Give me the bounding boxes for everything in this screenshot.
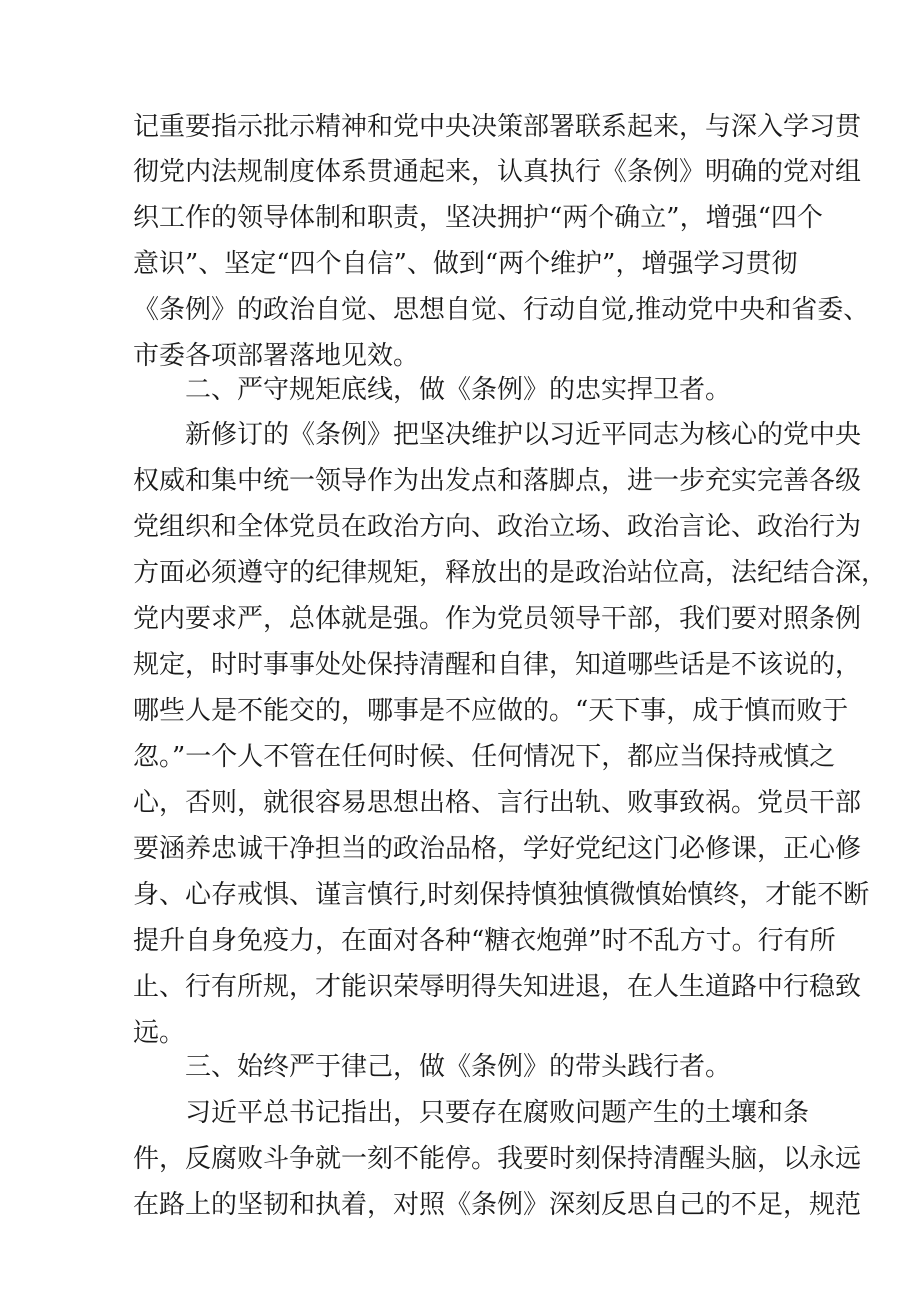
paragraph-line: 权威和集中统一领导作为出发点和落脚点，进一步充实完善各级	[133, 466, 862, 496]
paragraph-line: 远。	[133, 1018, 186, 1048]
paragraph-line: 要涵养忠诚干净担当的政治品格，学好党纪这门必修课，正心修	[133, 834, 862, 864]
paragraph-line: 织工作的领导体制和职责，坚决拥护“两个确立”，增强“四个	[133, 203, 823, 233]
paragraph-line: 件，反腐败斗争就一刻不能停。我要时刻保持清醒头脑，以永远	[133, 1144, 862, 1174]
paragraph-line: 《条例》的政治自觉、思想自觉、行动自觉,推动党中央和省委、	[133, 295, 870, 325]
paragraph-line: 新修订的《条例》把坚决维护以习近平同志为核心的党中央	[185, 420, 862, 450]
paragraph-line: 提升自身免疫力，在面对各种“糖衣炮弹”时不乱方寸。行有所	[133, 926, 836, 956]
section-heading: 三、始终严于律己，做《条例》的带头践行者。	[185, 1052, 732, 1082]
paragraph-line: 在路上的坚韧和执着，对照《条例》深刻反思自己的不足，规范	[133, 1190, 862, 1220]
paragraph-line: 党组织和全体党员在政治方向、政治立场、政治言论、政治行为	[133, 512, 862, 542]
paragraph-line: 忽。”一个人不管在任何时候、任何情况下，都应当保持戒慎之	[133, 742, 836, 772]
paragraph-line: 市委各项部署落地见效。	[133, 341, 420, 371]
paragraph-line: 彻党内法规制度体系贯通起来，认真执行《条例》明确的党对组	[133, 157, 862, 187]
paragraph-line: 规定，时时事事处处保持清醒和自律，知道哪些话是不该说的，	[133, 650, 862, 680]
paragraph-line: 哪些人是不能交的，哪事是不应做的。“天下事，成于慎而败于	[133, 696, 849, 726]
section-heading: 二、严守规矩底线，做《条例》的忠实捍卫者。	[185, 375, 732, 405]
paragraph-line: 习近平总书记指出，只要存在腐败问题产生的土壤和条	[185, 1098, 810, 1128]
paragraph-line: 记重要指示批示精神和党中央决策部署联系起来，与深入学习贯	[133, 112, 862, 142]
paragraph-line: 止、行有所规，才能识荣辱明得失知进退，在人生道路中行稳致	[133, 972, 862, 1002]
paragraph-line: 身、心存戒惧、谨言慎行,时刻保持慎独慎微慎始慎终，才能不断	[133, 880, 870, 910]
paragraph-line: 心，否则，就很容易思想出格、言行出轨、败事致祸。党员干部	[133, 788, 862, 818]
paragraph-line: 方面必须遵守的纪律规矩，释放出的是政治站位高，法纪结合深，	[133, 558, 888, 588]
paragraph-line: 意识”、坚定“四个自信”、做到“两个维护”，增强学习贯彻	[133, 249, 798, 279]
paragraph-line: 党内要求严，总体就是强。作为党员领导干部，我们要对照条例	[133, 604, 862, 634]
